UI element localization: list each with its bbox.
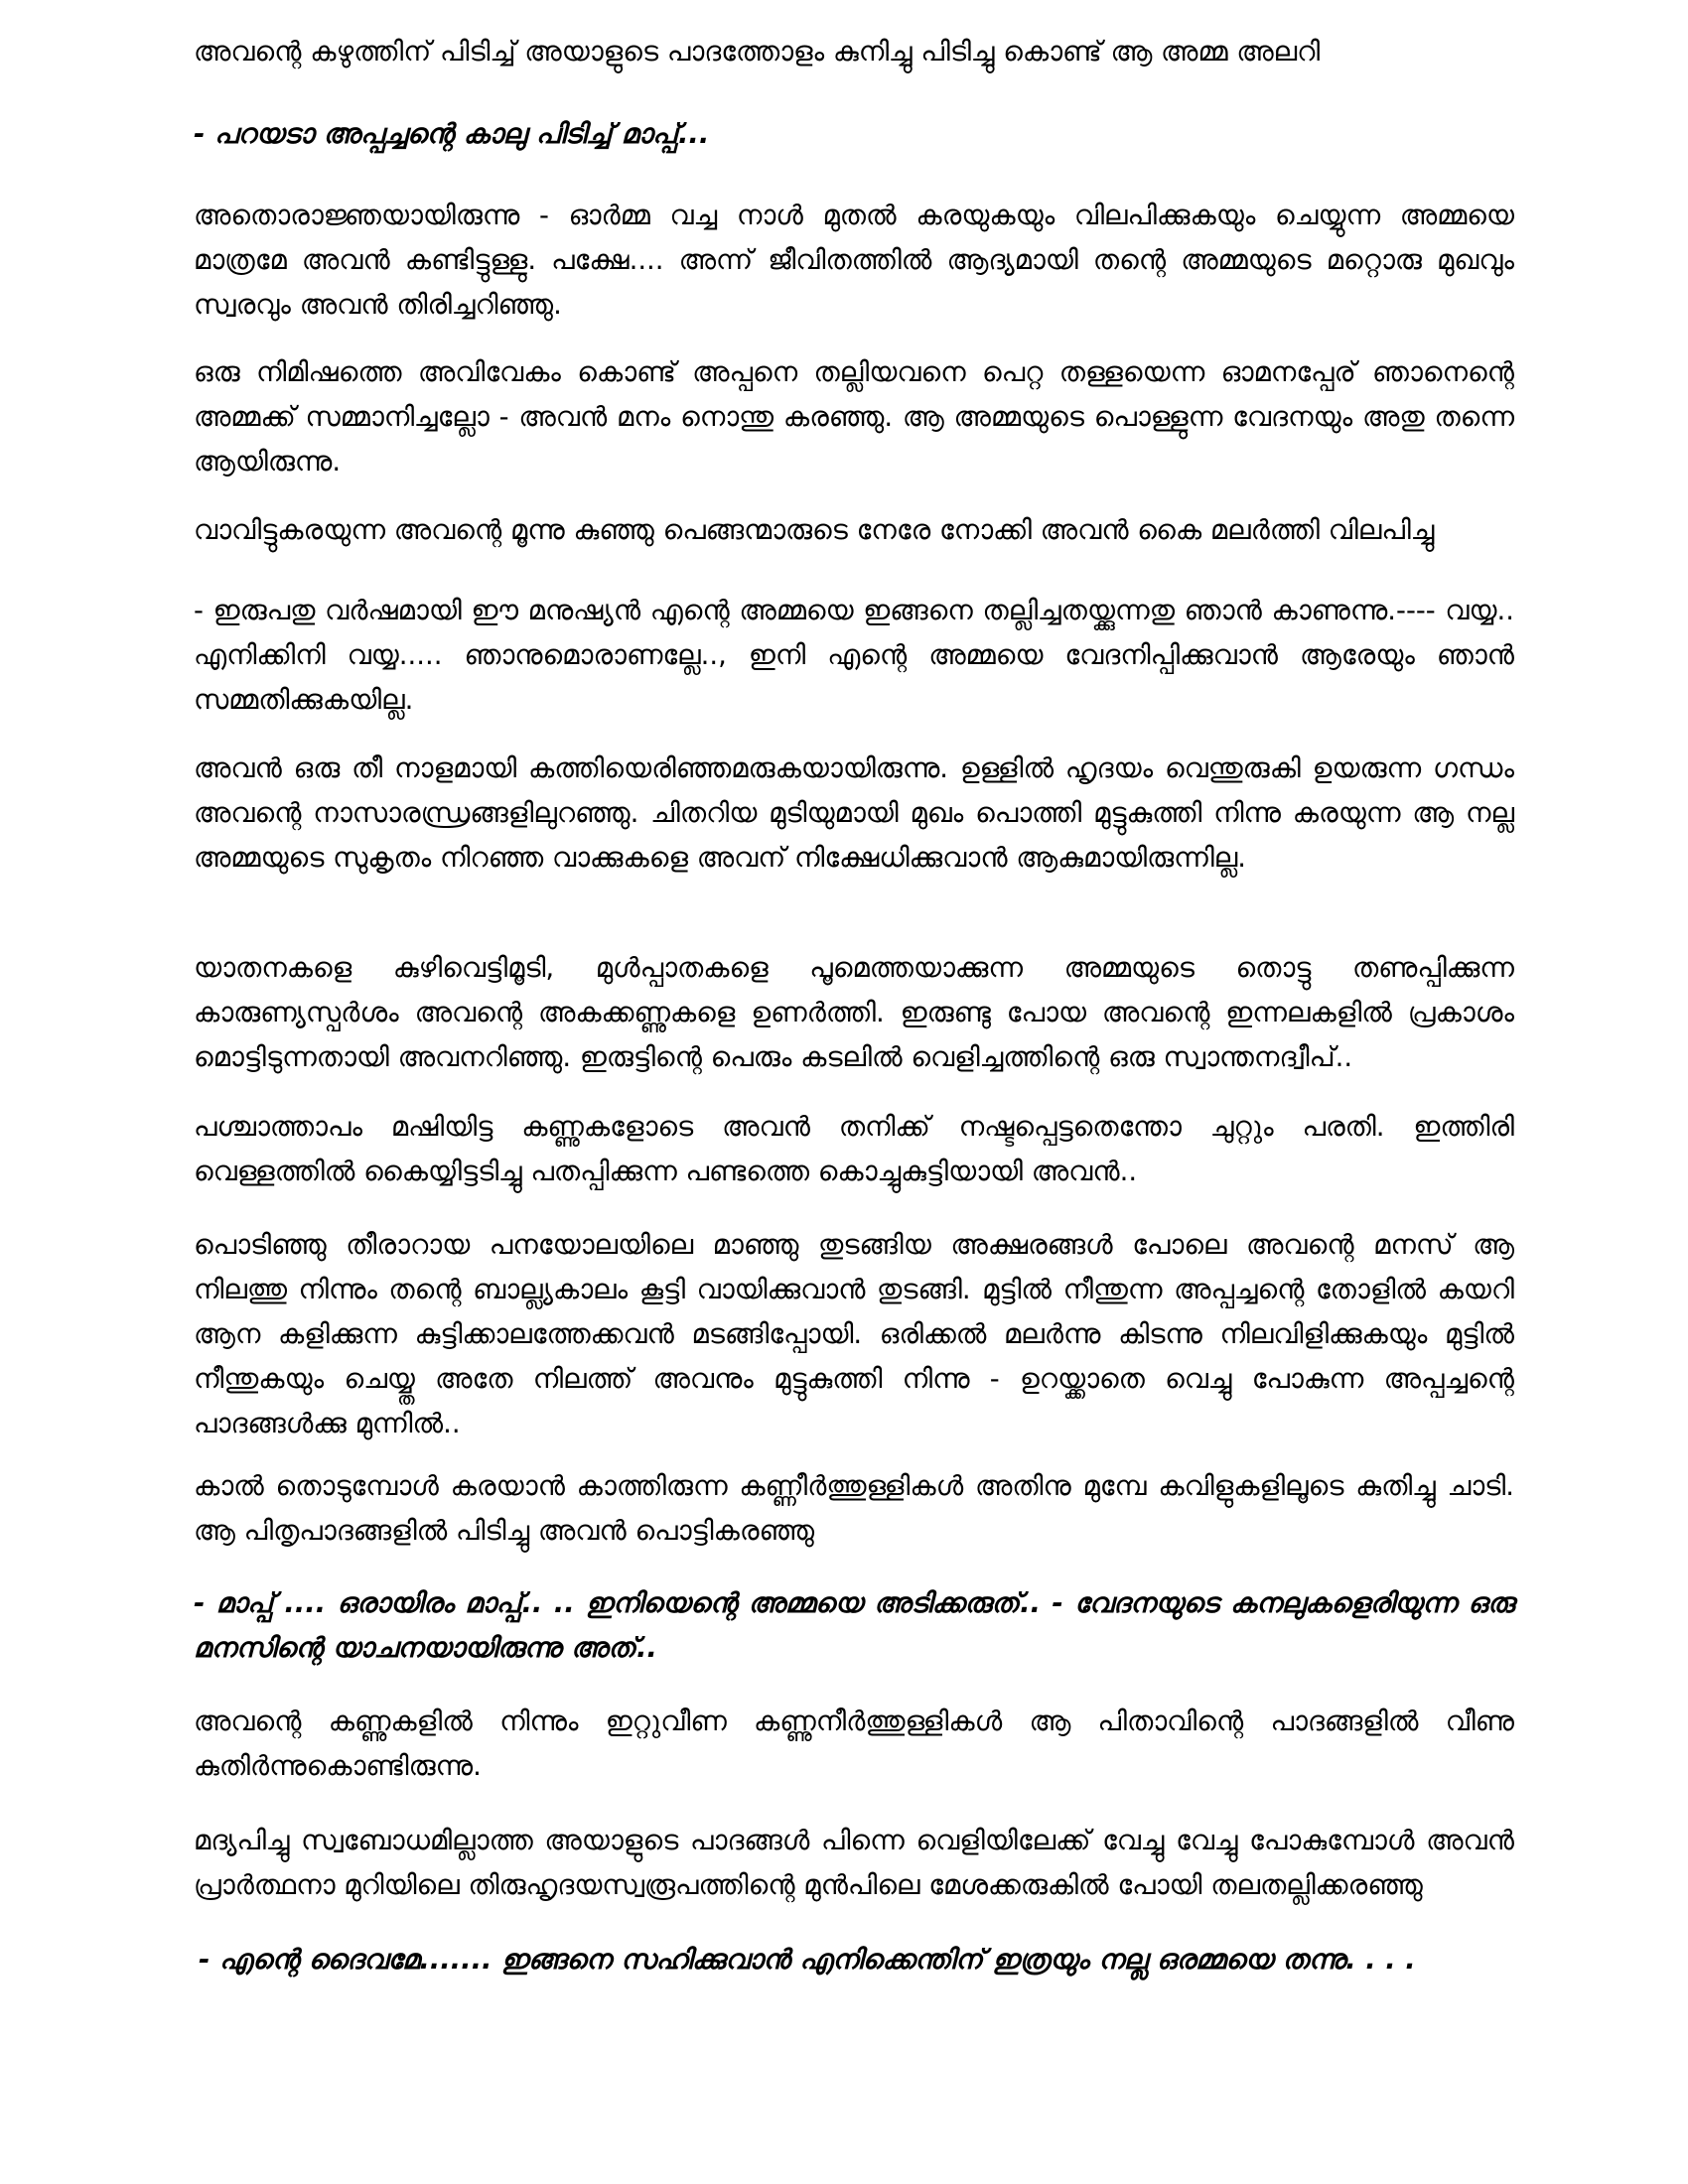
paragraph-1: അവന്റെ കഴുത്തിന് പിടിച്ച് അയാളുടെ പാദത്തോളം കുനിച്ചു പിടിച്ചു കൊണ്ട് ആ അമ്മ അലറി <box>194 36 1321 68</box>
paragraph-10: കാൽ തൊടുമ്പോൾ കരയാൻ കാത്തിരുന്ന കണ്ണീർത്തുള്ളികൾ അതിനു മുമ്പേ കവിളുകളിലൂടെ കുതിച്ചു ചാടി. ആ പിതൃപാദങ്ങളിൽ പിടിച്ചു അവൻ പൊട്ടികരഞ്ഞു <box>194 1470 1514 1547</box>
paragraph-7: യാതനകളെ കുഴിവെട്ടിമൂടി, മുൾപ്പാതകളെ പൂമെത്തയാക്കുന്ന അമ്മയുടെ തൊട്ടു തണുപ്പിക്കുന്ന കാരുണ്യസ്പർശം അവന്റെ അകക്കണ്ണുകളെ ഉണർത്തി. ഇരുണ്ടു പോയ അവന്റെ ഇന്നലകളിൽ പ്രകാശം മൊട്ടിടുന്നതായി അവനറിഞ്ഞു. ഇരുട്ടിന്റെ പെരും കടലിൽ വെളിച്ചത്തിന്റെ ഒരു സ്വാന്തനദ്വീപ്.. <box>194 952 1514 1073</box>
quote-1: - പറയടാ അപ്പച്ചന്റെ കാലു പിടിച്ച് മാപ്പ്... <box>194 118 710 150</box>
paragraph-3: ഒരു നിമിഷത്തെ അവിവേകം കൊണ്ട് അപ്പനെ തല്ലിയവനെ പെറ്റ തള്ളയെന്ന ഓമനപ്പേര് ഞാനെന്റെ അമ്മക്ക് സമ്മാനിച്ചല്ലോ - അവൻ മനം നൊന്തു കരഞ്ഞു. ആ അമ്മയുടെ പൊള്ളുന്ന വേദനയും അതു തന്നെ ആയിരുന്നു. <box>194 356 1514 478</box>
paragraph-5: - ഇരുപതു വർഷമായി ഈ മനുഷ്യൻ എന്റെ അമ്മയെ ഇങ്ങനെ തല്ലിച്ചതയ്ക്കുന്നതു ഞാൻ കാണുന്നു.---- വയ്യ.. എനിക്കിനി വയ്യ..... ഞാനുമൊരാണല്ലേ.., ഇനി എന്റെ അമ്മയെ വേദനിപ്പിക്കുവാൻ ആരേയും ഞാൻ സമ്മതിക്കുകയില്ല. <box>194 595 1514 716</box>
paragraph-2: അതൊരാജ്ഞയായിരുന്നു - ഓർമ്മ വച്ച നാൾ മുതൽ കരയുകയും വിലപിക്കുകയും ചെയ്യുന്ന അമ്മയെ മാത്രമേ അവൻ കണ്ടിട്ടുള്ളു. പക്ഷേ.... അന്ന് ജീവിതത്തിൽ ആദ്യമായി തന്റെ അമ്മയുടെ മറ്റൊരു മുഖവും സ്വരവും അവൻ തിരിച്ചറിഞ്ഞു. <box>194 200 1514 321</box>
paragraph-9: പൊടിഞ്ഞു തീരാറായ പനയോലയിലെ മാഞ്ഞു തുടങ്ങിയ അക്ഷരങ്ങൾ പോലെ അവന്റെ മനസ് ആ നിലത്തു നിന്നും തന്റെ ബാല്ല്യകാലം കൂട്ടി വായിക്കുവാൻ തുടങ്ങി. മുട്ടിൽ നീന്തുന്ന അപ്പച്ചന്റെ തോളിൽ കയറി ആന കളിക്കുന്ന കുട്ടിക്കാലത്തേക്കവൻ മടങ്ങിപ്പോയി. ഒരിക്കൽ മലർന്നു കിടന്നു നിലവിളിക്കുകയും മുട്ടിൽ നീന്തുകയും ചെയ്യ്ത അതേ നിലത്ത് അവനും മുട്ടുകുത്തി നിന്നു - ഉറയ്ക്കാതെ വെച്ചു പോകുന്ന അപ്പച്ചന്റെ പാദങ്ങൾക്കു മുന്നിൽ.. <box>194 1229 1514 1439</box>
paragraph-4: വാവിട്ടുകരയുന്ന അവന്റെ മൂന്നു കുഞ്ഞു പെങ്ങന്മാരുടെ നേരേ നോക്കി അവൻ കൈ മലർത്തി വിലപിച്ചു <box>194 514 1435 546</box>
paragraph-6: അവൻ ഒരു തീ നാളമായി കത്തിയെരിഞ്ഞമരുകയായിരുന്നു. ഉള്ളിൽ ഹൃദയം വെന്തുരുകി ഉയരുന്ന ഗന്ധം അവന്റെ നാസാരന്ധ്രങ്ങളിലുറഞ്ഞു. ചിതറിയ മുടിയുമായി മുഖം പൊത്തി മുട്ടുകുത്തി നിന്നു കരയുന്ന ആ നല്ല അമ്മയുടെ സുകൃതം നിറഞ്ഞ വാക്കുകളെ അവന് നിക്ഷേധിക്കുവാൻ ആകുമായിരുന്നില്ല. <box>194 752 1514 874</box>
paragraph-12: മദ്യപിച്ചു സ്വബോധമില്ലാത്ത അയാളുടെ പാദങ്ങൾ പിന്നെ വെളിയിലേക്ക് വേച്ചു വേച്ചു പോകുമ്പോൾ അവൻ പ്രാർത്ഥനാ മുറിയിലെ തിരുഹൃദയസ്വരൂപത്തിന്റെ മുൻപിലെ മേശക്കരുകിൽ പോയി തലതല്ലിക്കരഞ്ഞു <box>194 1825 1514 1901</box>
quote-2: - മാപ്പ് .... ഒരായിരം മാപ്പ്.. .. ഇനിയെന്റെ അമ്മയെ അടിക്കരുത്.. - വേദനയുടെ കനലുകളെരിയുന്ന ഒരു മനസിന്റെ യാചനയായിരുന്നു അത്.. <box>194 1587 1514 1664</box>
paragraph-8: പശ്ചാത്താപം മഷിയിട്ട കണ്ണുകളോടെ അവൻ തനിക്ക് നഷ്ടപ്പെട്ടതെന്തോ ചുറ്റും പരതി. ഇത്തിരി വെള്ളത്തിൽ കൈയ്യിട്ടടിച്ചു പതപ്പിക്കുന്ന പണ്ടത്തെ കൊച്ചുകുട്ടിയായി അവൻ.. <box>194 1111 1514 1187</box>
paragraph-11: അവന്റെ കണ്ണുകളിൽ നിന്നും ഇറ്റുവീണ കണ്ണുനീർത്തുള്ളികൾ ആ പിതാവിന്റെ പാദങ്ങളിൽ വീണു കുതിർന്നുകൊണ്ടിരുന്നു. <box>194 1706 1514 1782</box>
quote-3: - എന്റെ ദൈവമേ....... ഇങ്ങനെ സഹിക്കുവാൻ എനിക്കെന്തിന് ഇത്രയും നല്ല ഒരമ്മയെ തന്നു. . . . <box>199 1944 1416 1976</box>
